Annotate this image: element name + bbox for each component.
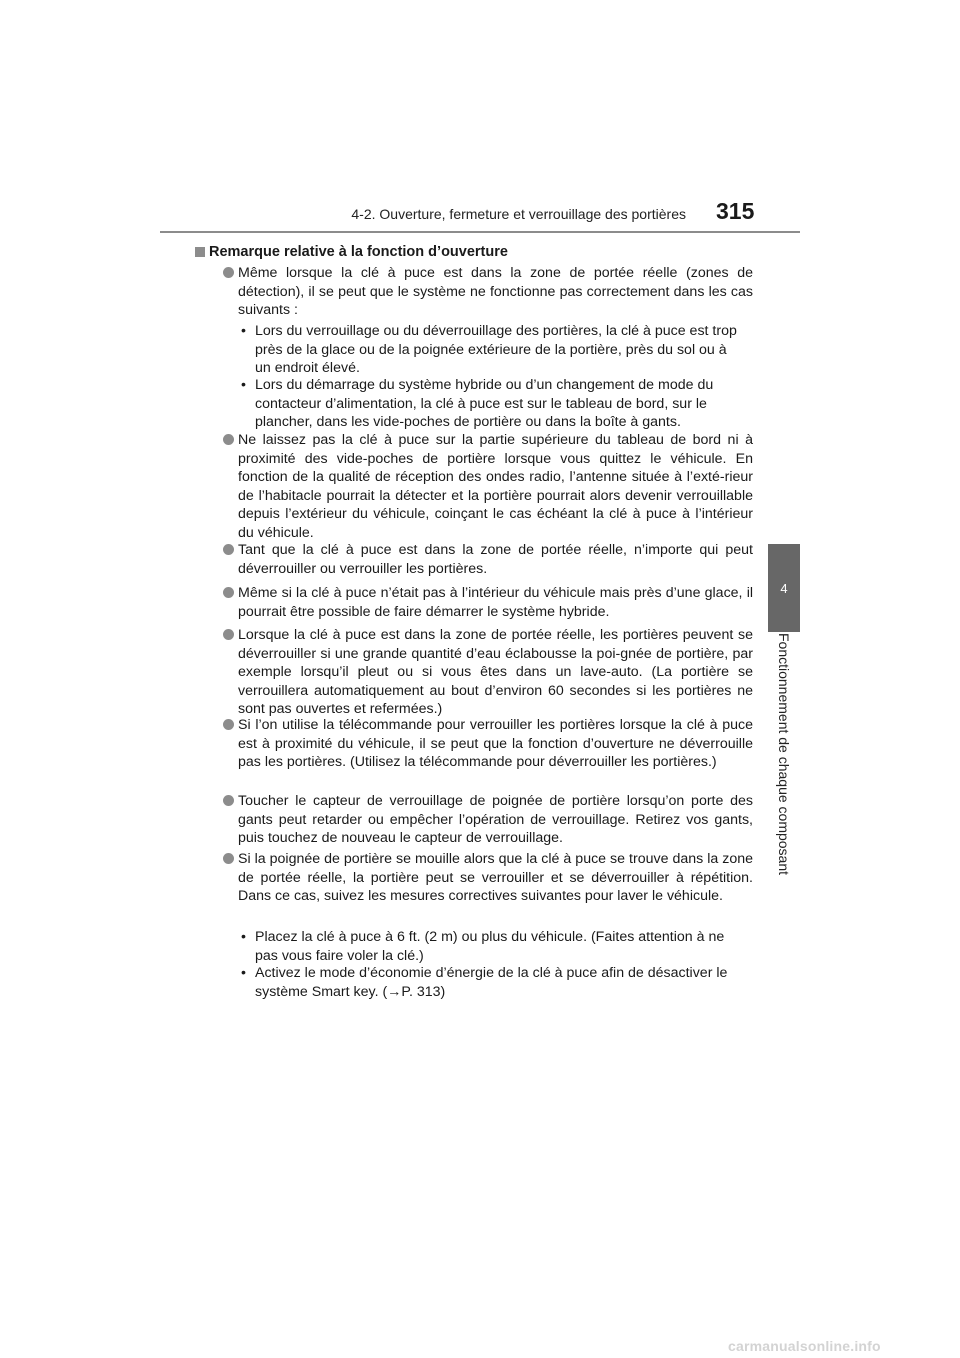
chapter-tab: [768, 544, 800, 632]
circle-bullet-icon: [223, 853, 234, 864]
page-number: 315: [716, 198, 755, 224]
bullet-icon: •: [241, 965, 246, 981]
circle-bullet-icon: [223, 267, 234, 278]
sub-list-item: • Lors du démarrage du système hybride ou d’un changement de mode du contacteur d’alimentation, la clé à puce est sur le tableau de bord, sur le plancher, dans les vide-poches de portière ou dans la boîte à gants.: [241, 377, 714, 431]
list-item: Ne laissez pas la clé à puce sur la partie supérieure du tableau de bord ni à proximité des vide-poches de portière lorsque vous quittez le véhicule. En fonction de la qualité de réception des ondes radio, l’antenne située à l’exté-rieur de l’habitacle pourrait la détecter et la portière pourrait alors devenir verrouillable depuis l’extérieur du véhicule, coinçant le cas échéant la clé à puce à l’intérieur du véhicule.: [238, 431, 753, 543]
circle-bullet-icon: [223, 629, 234, 640]
chapter-number: 4: [780, 580, 788, 596]
circle-bullet-icon: [223, 587, 234, 598]
section-heading-text: Remarque relative à la fonction d’ouverture: [209, 244, 508, 260]
sub-list-item: • Lors du verrouillage ou du déverrouillage des portières, la clé à puce est trop près de la glace ou de la poignée extérieure de la portière, près du sol ou à un endroit élevé.: [241, 323, 737, 377]
header-section-title: 4-2. Ouverture, fermeture et verrouillage des portières: [351, 206, 686, 222]
bullet-icon: •: [241, 323, 246, 339]
section-heading: [209, 244, 508, 260]
list-item: Toucher le capteur de verrouillage de poignée de portière lorsqu’on porte des gants peut retarder ou empêcher l’opération de verrouillage. Retirez vos gants, puis touchez de nouveau le capteur de verrouillage.: [238, 792, 753, 848]
list-item: Même si la clé à puce n’était pas à l’intérieur du véhicule mais près d’une glace, il pourrait être possible de faire démarrer le système hybride.: [238, 584, 753, 621]
list-item: Lorsque la clé à puce est dans la zone de portée réelle, les portières peuvent se déverrouiller si une grande quantité d’eau éclabousse la poi-gnée de portière, par exemple lorsqu’il pleut ou si vous êtes dans un lave-auto. (La portière se verrouillera automatiquement au bout d’environ 60 secondes si les portières ne sont pas ouvertes et refermées.): [238, 626, 753, 719]
circle-bullet-icon: [223, 719, 234, 730]
bullet-icon: •: [241, 377, 246, 393]
header-divider: [160, 231, 800, 233]
list-item: Si la poignée de portière se mouille alors que la clé à puce se trouve dans la zone de portée réelle, la portière peut se verrouiller et se déverrouiller à répétition. Dans ce cas, suivez les mesures correctives suivantes pour laver le véhicule.: [238, 850, 753, 906]
sub-list-item: • Placez la clé à puce à 6 ft. (2 m) ou plus du véhicule. (Faites attention à ne pas vous faire voler la clé.): [241, 929, 725, 964]
list-item: Si l’on utilise la télécommande pour verrouiller les portières lorsque la clé à puce est à proximité du véhicule, il se peut que la fonction d’ouverture ne déverrouille pas les portières. (Utilisez la télécommande pour déverrouiller les portières.): [238, 716, 753, 772]
circle-bullet-icon: [223, 434, 234, 445]
circle-bullet-icon: [223, 795, 234, 806]
watermark: carmanualsonline.info: [728, 1338, 881, 1354]
list-item: Tant que la clé à puce est dans la zone de portée réelle, n’importe qui peut déverrouiller ou verrouiller les portières.: [238, 541, 753, 578]
list-item: Même lorsque la clé à puce est dans la zone de portée réelle (zones de détection), il se peut que le système ne fonctionne pas correctement dans les cas suivants :: [238, 264, 753, 320]
circle-bullet-icon: [223, 544, 234, 555]
chapter-title-text: Fonctionnement de chaque composant: [776, 632, 792, 876]
square-bullet-icon: [195, 247, 205, 257]
sub-list-item: • Activez le mode d’économie d’énergie de la clé à puce afin de désactiver le système Smart key. (→P. 313): [241, 965, 728, 1000]
bullet-icon: •: [241, 929, 246, 945]
